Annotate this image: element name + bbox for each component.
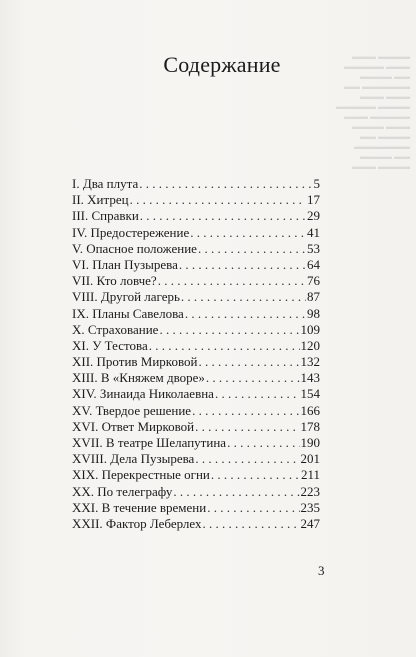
toc-entry-title: V. Опасное положение (72, 240, 197, 256)
toc-entry[interactable] (72, 289, 320, 305)
toc-entry[interactable] (72, 467, 320, 483)
toc-entry[interactable] (72, 386, 320, 402)
toc-entry[interactable] (72, 435, 320, 451)
toc-entry-title: VII. Кто ловче? (72, 273, 157, 289)
toc-entry-page: 247 (300, 515, 320, 531)
toc-entry-title: VI. План Пузырева (72, 256, 178, 272)
toc-entry-page: 76 (307, 273, 320, 289)
toc-entry[interactable] (72, 322, 320, 338)
toc-entry-page: 29 (307, 208, 320, 224)
toc-entry-title: XI. У Тестова (72, 337, 148, 353)
toc-entry-title: IV. Предостережение (72, 224, 190, 240)
toc-entry[interactable] (72, 516, 320, 532)
toc-entry-page: 235 (300, 499, 320, 515)
toc-entry[interactable] (72, 354, 320, 370)
toc-dot-leader (203, 516, 300, 532)
toc-entry-title: XXII. Фактор Леберлех (72, 515, 202, 531)
toc-entry[interactable] (72, 484, 320, 500)
toc-entry[interactable] (72, 257, 320, 273)
toc-entry-page: 178 (300, 418, 320, 434)
toc-dot-leader (173, 484, 299, 500)
toc-entry-title: III. Справки (72, 208, 139, 224)
page-number: 3 (318, 563, 325, 578)
toc-entry-page: 41 (307, 224, 320, 240)
bleed-through-text: ▬▬▬▬ ▬▬▬ ▬▬▬ ▬▬▬▬▬ ▬▬ ▬▬▬▬ ▬▬▬▬▬▬ ▬▬ ▬▬▬ ▬▬▬ ▬▬▬▬ ▬▬▬▬▬ ▬▬▬▬▬ ▬▬▬ ▬▬▬ ▬▬▬▬ ▬▬▬▬ ▬▬ ▬▬▬▬▬▬▬ ▬▬ ▬▬▬▬ ▬▬▬▬ ▬▬▬ (336, 52, 410, 171)
toc-dot-leader (227, 435, 299, 451)
toc-dot-leader (181, 289, 306, 305)
toc-entry[interactable] (72, 500, 320, 516)
toc-dot-leader (159, 322, 299, 338)
toc-entry[interactable] (72, 419, 320, 435)
toc-entry[interactable] (72, 306, 320, 322)
toc-entry-title: IX. Планы Савелова (72, 305, 184, 321)
toc-dot-leader (195, 451, 299, 467)
toc-entry-page: 211 (300, 467, 320, 483)
toc-entry[interactable] (72, 208, 320, 224)
toc-entry-title: XIV. Зинаида Николаевна (72, 386, 214, 402)
toc-entry[interactable] (72, 273, 320, 289)
toc-dot-leader (195, 419, 299, 435)
toc-dot-leader (140, 208, 306, 224)
toc-entry[interactable] (72, 192, 320, 208)
toc-entry[interactable] (72, 338, 320, 354)
toc-entry-title: XII. Против Мирковой (72, 354, 198, 370)
toc-entry-page: 190 (300, 435, 320, 450)
toc-entry-title: XXI. В течение времени (72, 499, 207, 515)
toc-entry-page: 143 (300, 370, 320, 386)
toc-entry-page: 201 (300, 451, 320, 467)
toc-entry[interactable] (72, 451, 320, 467)
toc-entry[interactable] (72, 241, 320, 257)
toc-dot-leader (206, 370, 300, 386)
toc-entry-title: XX. По телеграфу (72, 483, 173, 499)
toc-entry[interactable] (72, 370, 320, 386)
toc-dot-leader (190, 225, 306, 241)
toc-entry-page: 5 (313, 176, 320, 191)
toc-entry[interactable] (72, 403, 320, 419)
toc-entry-page: 98 (307, 305, 320, 321)
toc-entry-page: 87 (307, 289, 320, 305)
toc-entry-page: 53 (307, 240, 320, 256)
toc-entry-title: I. Два плута (72, 176, 139, 191)
toc-entry-page: 223 (300, 483, 320, 499)
toc-entry-title: X. Страхование (72, 321, 159, 337)
toc-dot-leader (139, 176, 312, 192)
toc-dot-leader (198, 241, 306, 257)
toc-dot-leader (179, 257, 306, 273)
toc-entry[interactable] (72, 225, 320, 241)
toc-entry-title: XVI. Ответ Мирковой (72, 418, 195, 434)
toc-entry-page: 166 (300, 402, 320, 418)
toc-dot-leader (198, 354, 299, 370)
toc-dot-leader (215, 386, 300, 402)
toc-entry-title: II. Хитрец (72, 192, 129, 208)
toc-dot-leader (185, 306, 306, 322)
toc-dot-leader (158, 273, 306, 289)
toc-dot-leader (149, 338, 300, 354)
toc-dot-leader (211, 467, 300, 483)
toc-entry-title: XV. Твердое решение (72, 402, 192, 418)
toc-entry-page: 17 (307, 192, 320, 208)
toc-entry-title: XVII. В театре Шелапутина (72, 435, 227, 450)
toc-entry-page: 64 (307, 256, 320, 272)
toc-entry-page: 154 (300, 386, 320, 402)
toc-entry-page: 132 (300, 354, 320, 370)
toc-entry[interactable] (72, 176, 320, 192)
page-title: Содержание (163, 52, 281, 77)
toc-entry-title: XVIII. Дела Пузырева (72, 451, 195, 467)
table-of-contents (72, 176, 320, 532)
toc-entry-title: VIII. Другой лагерь (72, 289, 180, 305)
toc-dot-leader (192, 403, 299, 419)
toc-entry-page: 109 (300, 321, 320, 337)
toc-dot-leader (207, 500, 299, 516)
toc-entry-title: XIII. В «Княжем дворе» (72, 370, 205, 386)
toc-entry-page: 120 (300, 337, 320, 353)
toc-entry-title: XIX. Перекрестные огни (72, 467, 210, 483)
toc-dot-leader (130, 192, 306, 208)
